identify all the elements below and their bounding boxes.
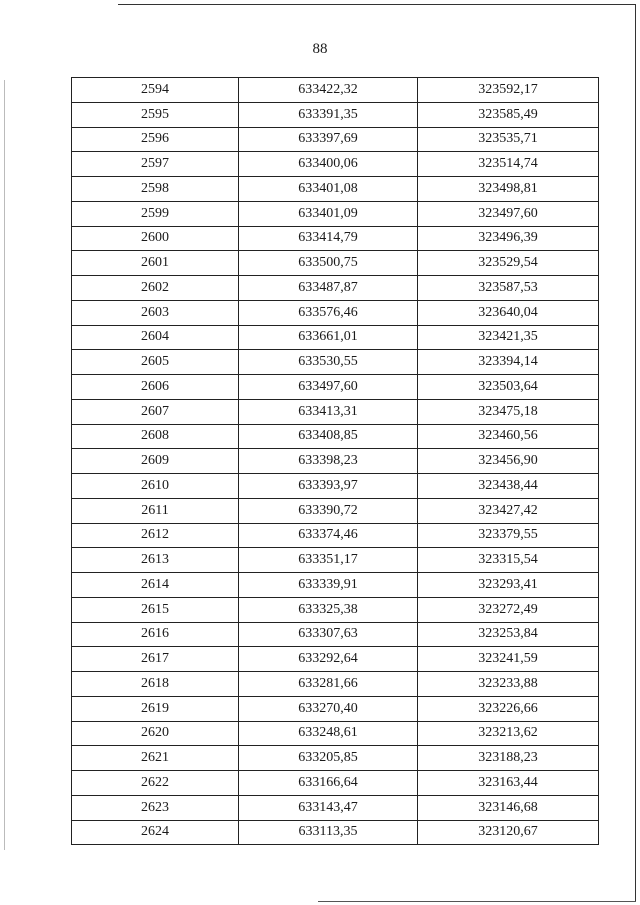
point-number-cell: 2607 <box>72 399 239 424</box>
point-number-cell: 2595 <box>72 102 239 127</box>
y-coordinate-cell: 323640,04 <box>418 300 599 325</box>
y-coordinate-cell: 323514,74 <box>418 152 599 177</box>
y-coordinate-cell: 323535,71 <box>418 127 599 152</box>
coordinates-table-body <box>72 78 599 845</box>
y-coordinate-cell: 323587,53 <box>418 276 599 301</box>
point-number-cell: 2621 <box>72 746 239 771</box>
y-coordinate-cell: 323427,42 <box>418 498 599 523</box>
table-row <box>72 523 599 548</box>
table-row <box>72 300 599 325</box>
page-border-bottom <box>318 901 636 902</box>
x-coordinate-cell: 633143,47 <box>239 795 418 820</box>
table-row <box>72 746 599 771</box>
y-coordinate-cell: 323592,17 <box>418 78 599 103</box>
x-coordinate-cell: 633248,61 <box>239 721 418 746</box>
table-row <box>72 276 599 301</box>
point-number-cell: 2602 <box>72 276 239 301</box>
table-row <box>72 102 599 127</box>
point-number-cell: 2608 <box>72 424 239 449</box>
x-coordinate-cell: 633401,08 <box>239 177 418 202</box>
y-coordinate-cell: 323213,62 <box>418 721 599 746</box>
y-coordinate-cell: 323293,41 <box>418 573 599 598</box>
table-row <box>72 548 599 573</box>
x-coordinate-cell: 633661,01 <box>239 325 418 350</box>
y-coordinate-cell: 323379,55 <box>418 523 599 548</box>
x-coordinate-cell: 633292,64 <box>239 647 418 672</box>
x-coordinate-cell: 633166,64 <box>239 771 418 796</box>
table-row <box>72 597 599 622</box>
y-coordinate-cell: 323394,14 <box>418 350 599 375</box>
point-number-cell: 2600 <box>72 226 239 251</box>
point-number-cell: 2603 <box>72 300 239 325</box>
x-coordinate-cell: 633414,79 <box>239 226 418 251</box>
y-coordinate-cell: 323460,56 <box>418 424 599 449</box>
x-coordinate-cell: 633576,46 <box>239 300 418 325</box>
x-coordinate-cell: 633398,23 <box>239 449 418 474</box>
x-coordinate-cell: 633487,87 <box>239 276 418 301</box>
table-row <box>72 820 599 845</box>
y-coordinate-cell: 323438,44 <box>418 474 599 499</box>
x-coordinate-cell: 633391,35 <box>239 102 418 127</box>
y-coordinate-cell: 323272,49 <box>418 597 599 622</box>
table-row <box>72 696 599 721</box>
y-coordinate-cell: 323529,54 <box>418 251 599 276</box>
y-coordinate-cell: 323253,84 <box>418 622 599 647</box>
x-coordinate-cell: 633413,31 <box>239 399 418 424</box>
table-row <box>72 771 599 796</box>
x-coordinate-cell: 633339,91 <box>239 573 418 598</box>
point-number-cell: 2615 <box>72 597 239 622</box>
x-coordinate-cell: 633307,63 <box>239 622 418 647</box>
point-number-cell: 2598 <box>72 177 239 202</box>
point-number-cell: 2614 <box>72 573 239 598</box>
x-coordinate-cell: 633113,35 <box>239 820 418 845</box>
y-coordinate-cell: 323503,64 <box>418 375 599 400</box>
point-number-cell: 2624 <box>72 820 239 845</box>
y-coordinate-cell: 323315,54 <box>418 548 599 573</box>
x-coordinate-cell: 633205,85 <box>239 746 418 771</box>
x-coordinate-cell: 633422,32 <box>239 78 418 103</box>
point-number-cell: 2616 <box>72 622 239 647</box>
x-coordinate-cell: 633390,72 <box>239 498 418 523</box>
point-number-cell: 2596 <box>72 127 239 152</box>
table-row <box>72 375 599 400</box>
table-row <box>72 449 599 474</box>
y-coordinate-cell: 323475,18 <box>418 399 599 424</box>
x-coordinate-cell: 633325,38 <box>239 597 418 622</box>
table-row <box>72 152 599 177</box>
table-row <box>72 498 599 523</box>
coordinates-table <box>71 77 599 845</box>
page-border-left <box>4 80 5 850</box>
table-row <box>72 672 599 697</box>
point-number-cell: 2599 <box>72 201 239 226</box>
table-row <box>72 325 599 350</box>
y-coordinate-cell: 323497,60 <box>418 201 599 226</box>
y-coordinate-cell: 323226,66 <box>418 696 599 721</box>
point-number-cell: 2622 <box>72 771 239 796</box>
x-coordinate-cell: 633281,66 <box>239 672 418 697</box>
table-row <box>72 647 599 672</box>
point-number-cell: 2594 <box>72 78 239 103</box>
page-border-right <box>635 4 636 901</box>
y-coordinate-cell: 323498,81 <box>418 177 599 202</box>
x-coordinate-cell: 633500,75 <box>239 251 418 276</box>
point-number-cell: 2612 <box>72 523 239 548</box>
y-coordinate-cell: 323241,59 <box>418 647 599 672</box>
point-number-cell: 2613 <box>72 548 239 573</box>
x-coordinate-cell: 633393,97 <box>239 474 418 499</box>
table-row <box>72 251 599 276</box>
page-number: 88 <box>312 41 328 57</box>
table-row <box>72 573 599 598</box>
y-coordinate-cell: 323163,44 <box>418 771 599 796</box>
point-number-cell: 2597 <box>72 152 239 177</box>
x-coordinate-cell: 633408,85 <box>239 424 418 449</box>
x-coordinate-cell: 633530,55 <box>239 350 418 375</box>
point-number-cell: 2623 <box>72 795 239 820</box>
x-coordinate-cell: 633397,69 <box>239 127 418 152</box>
y-coordinate-cell: 323456,90 <box>418 449 599 474</box>
x-coordinate-cell: 633497,60 <box>239 375 418 400</box>
table-row <box>72 474 599 499</box>
page-border-top <box>118 4 636 5</box>
x-coordinate-cell: 633400,06 <box>239 152 418 177</box>
table-row <box>72 721 599 746</box>
table-row <box>72 78 599 103</box>
table-row <box>72 622 599 647</box>
point-number-cell: 2601 <box>72 251 239 276</box>
table-row <box>72 226 599 251</box>
point-number-cell: 2611 <box>72 498 239 523</box>
x-coordinate-cell: 633374,46 <box>239 523 418 548</box>
table-row <box>72 177 599 202</box>
x-coordinate-cell: 633351,17 <box>239 548 418 573</box>
table-row <box>72 350 599 375</box>
x-coordinate-cell: 633401,09 <box>239 201 418 226</box>
point-number-cell: 2619 <box>72 696 239 721</box>
table-row <box>72 424 599 449</box>
y-coordinate-cell: 323421,35 <box>418 325 599 350</box>
y-coordinate-cell: 323120,67 <box>418 820 599 845</box>
x-coordinate-cell: 633270,40 <box>239 696 418 721</box>
y-coordinate-cell: 323585,49 <box>418 102 599 127</box>
point-number-cell: 2606 <box>72 375 239 400</box>
y-coordinate-cell: 323496,39 <box>418 226 599 251</box>
point-number-cell: 2604 <box>72 325 239 350</box>
table-row <box>72 795 599 820</box>
table-row <box>72 201 599 226</box>
y-coordinate-cell: 323233,88 <box>418 672 599 697</box>
point-number-cell: 2609 <box>72 449 239 474</box>
point-number-cell: 2618 <box>72 672 239 697</box>
point-number-cell: 2620 <box>72 721 239 746</box>
y-coordinate-cell: 323188,23 <box>418 746 599 771</box>
table-row <box>72 399 599 424</box>
point-number-cell: 2617 <box>72 647 239 672</box>
point-number-cell: 2610 <box>72 474 239 499</box>
table-row <box>72 127 599 152</box>
y-coordinate-cell: 323146,68 <box>418 795 599 820</box>
point-number-cell: 2605 <box>72 350 239 375</box>
